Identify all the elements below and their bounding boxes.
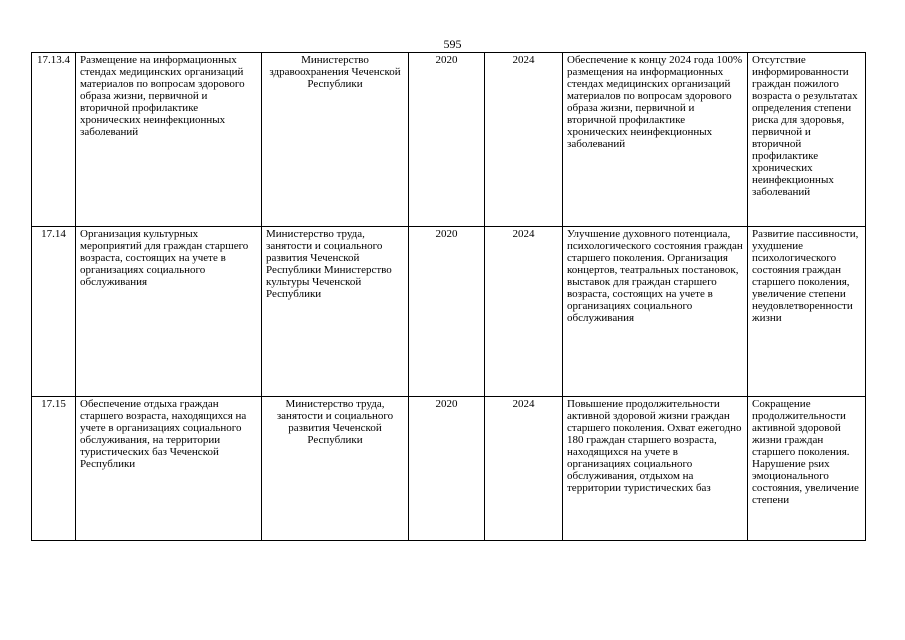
end-year-cell: 2024 xyxy=(485,397,563,541)
end-year-cell: 2024 xyxy=(485,227,563,397)
expected-result-cell: Улучшение духовного потенциала, психологического состояния граждан старшего поколения. Организация концертов, театральных постановок, выставок для граждан старшего возраста, состоящих на учете в организациях социального обслуживания xyxy=(563,227,748,397)
table-row xyxy=(32,227,866,397)
start-year-cell: 2020 xyxy=(409,397,485,541)
row-number-cell: 17.14 xyxy=(32,227,76,397)
table-row xyxy=(32,53,866,227)
consequences-cell: Развитие пассивности, ухудшение психологического состояния граждан старшего поколения, увеличение степени неудовлетворенности жизни xyxy=(748,227,866,397)
measures-table xyxy=(31,52,866,541)
executor-cell: Министерство труда, занятости и социального развития Чеченской Республики xyxy=(262,397,409,541)
measure-name-cell: Размещение на информационных стендах медицинских организаций материалов по вопросам здорового образа жизни, первичной и вторичной профилактике хронических неинфекционных заболеваний xyxy=(76,53,262,227)
table-row xyxy=(32,397,866,541)
consequences-cell: Сокращение продолжительности активной здоровой жизни граждан старшего поколения. Нарушение psих эмоционального состояния, увеличение степени xyxy=(748,397,866,541)
expected-result-cell: Обеспечение к концу 2024 года 100% размещения на информационных стендах медицинских организаций материалов по вопросам здорового образа жизни, первичной и вторичной профилактике хронических неинфекционных заболеваний xyxy=(563,53,748,227)
row-number-cell: 17.15 xyxy=(32,397,76,541)
executor-cell: Министерство труда, занятости и социального развития Чеченской Республики Министерство культуры Чеченской Республики xyxy=(262,227,409,397)
measure-name-cell: Организация культурных мероприятий для граждан старшего возраста, состоящих на учете в организациях социального обслуживания xyxy=(76,227,262,397)
end-year-cell: 2024 xyxy=(485,53,563,227)
consequences-cell: Отсутствие информированности граждан пожилого возраста о результатах определения степени риска для здоровья, первичной и вторичной профилактике хронических неинфекционных заболеваний xyxy=(748,53,866,227)
measure-name-cell: Обеспечение отдыха граждан старшего возраста, находящихся на учете в организациях социального обслуживания, на территории туристических баз Чеченской Республики xyxy=(76,397,262,541)
row-number-cell: 17.13.4 xyxy=(32,53,76,227)
start-year-cell: 2020 xyxy=(409,227,485,397)
executor-cell: Министерство здравоохранения Чеченской Республики xyxy=(262,53,409,227)
start-year-cell: 2020 xyxy=(409,53,485,227)
page-number: 595 xyxy=(443,37,462,51)
expected-result-cell: Повышение продолжительности активной здоровой жизни граждан старшего поколения. Охват ежегодно 180 граждан старшего возраста, находящихся на учете в организациях социального обслуживания, отдыхом на территории туристических баз xyxy=(563,397,748,541)
